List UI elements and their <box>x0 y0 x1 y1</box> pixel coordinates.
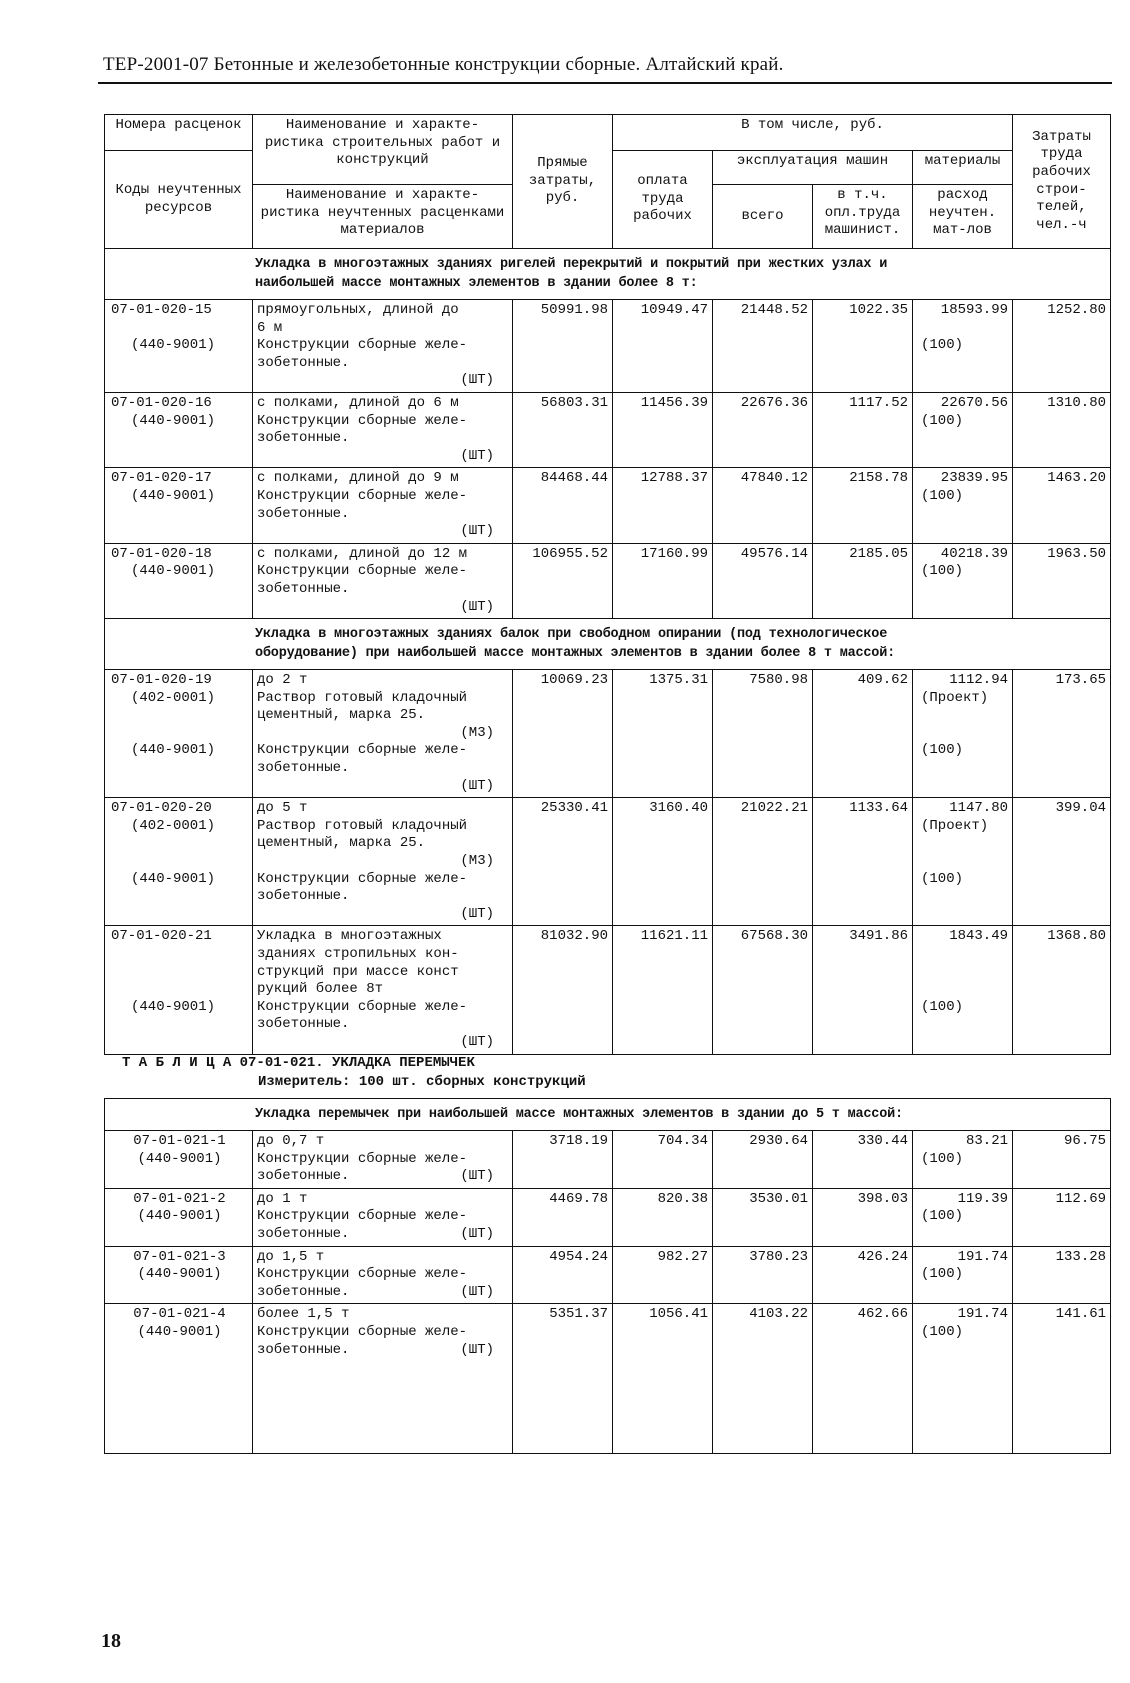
resource-unit: (ШТ) <box>460 905 494 922</box>
page-number: 18 <box>101 1630 121 1652</box>
resource-unit: (ШТ) <box>460 777 494 794</box>
rate-code-cell <box>105 1188 253 1246</box>
labor-pay: 1056.41 <box>613 1304 713 1454</box>
section-title: Укладка в многоэтажных зданиях ригелей перекрытий и покрытий при жестких узлах и наибольшей массе монтажных элементов в здании более 8 т: <box>105 249 1111 300</box>
resource-name: Конструкции сборные желе- зобетонные. <box>257 412 468 447</box>
resource-name: Конструкции сборные желе- зобетонные. <box>257 742 468 777</box>
machines-total: 22676.36 <box>713 392 813 467</box>
labor-pay: 10949.47 <box>613 300 713 393</box>
header-rule <box>98 82 1112 84</box>
machines-total: 21448.52 <box>713 300 813 393</box>
resource-code: (440-9001) <box>131 998 216 1015</box>
rate-code: 07-01-020-19 <box>111 672 212 689</box>
resource-code: (440-9001) <box>137 1150 222 1167</box>
resource-name: Конструкции сборные желе- зобетонные. <box>257 1150 468 1185</box>
resource-code: (402-0001) <box>131 817 216 834</box>
resource-consumption: (Проект) <box>921 817 989 834</box>
resource-name: Конструкции сборные желе- зобетонные. <box>257 1208 468 1242</box>
direct-cost: 4954.24 <box>513 1246 613 1304</box>
machinist-pay: 1022.35 <box>813 300 913 393</box>
labor-pay: 12788.37 <box>613 468 713 543</box>
direct-cost: 5351.37 <box>513 1304 613 1454</box>
resource-unit: (ШТ) <box>460 523 494 540</box>
machines-total: 7580.98 <box>713 670 813 798</box>
resource-name: Конструкции сборные желе- зобетонные. <box>257 563 468 597</box>
rate-code: 07-01-020-18 <box>111 545 212 562</box>
direct-cost: 106955.52 <box>513 543 613 618</box>
labor-hours: 133.28 <box>1013 1246 1111 1304</box>
machinist-pay: 409.62 <box>813 670 913 798</box>
materials-value: 83.21 <box>965 1133 1008 1149</box>
col-name-top: Наименование и характе- ристика строительных работ и конструкций <box>253 115 513 185</box>
table-row <box>105 300 1111 393</box>
table-row <box>105 392 1111 467</box>
resource-consumption: (100) <box>921 1208 964 1225</box>
materials-value: 191.74 <box>957 1306 1008 1323</box>
rate-code-cell <box>105 926 253 1054</box>
direct-cost: 50991.98 <box>513 300 613 393</box>
work-name-cell <box>253 798 513 926</box>
resource-code: (440-9001) <box>137 1208 222 1225</box>
labor-pay: 982.27 <box>613 1246 713 1304</box>
work-name-cell <box>253 468 513 543</box>
rate-code-cell <box>105 670 253 798</box>
work-name-cell <box>253 670 513 798</box>
materials-cell <box>913 670 1013 798</box>
resource-code: (440-9001) <box>131 412 216 429</box>
labor-hours: 1368.80 <box>1013 926 1111 1054</box>
work-name: более 1,5 т <box>257 1306 350 1323</box>
labor-hours: 399.04 <box>1013 798 1111 926</box>
resource-code: (402-0001) <box>131 689 216 706</box>
col-direct: Прямые затраты, руб. <box>513 115 613 249</box>
materials-value: 22670.56 <box>940 394 1009 411</box>
labor-hours: 112.69 <box>1013 1188 1111 1246</box>
rate-code-cell <box>105 798 253 926</box>
work-name: до 1,5 т <box>257 1248 325 1265</box>
resource-name: Конструкции сборные желе- зобетонные. <box>257 1266 468 1300</box>
resource-consumption: (100) <box>921 337 964 354</box>
direct-cost: 10069.23 <box>513 670 613 798</box>
materials-cell <box>913 392 1013 467</box>
resource-unit: (ШТ) <box>460 372 494 389</box>
resource-consumption: (100) <box>921 412 964 429</box>
machinist-pay: 330.44 <box>813 1131 913 1189</box>
labor-pay: 704.34 <box>613 1131 713 1189</box>
rate-code: 07-01-020-20 <box>111 800 212 817</box>
materials-cell <box>913 300 1013 393</box>
resource-consumption: (100) <box>921 742 964 759</box>
labor-pay: 11456.39 <box>613 392 713 467</box>
machines-total: 4103.22 <box>713 1304 813 1454</box>
rate-code-cell <box>105 1304 253 1454</box>
table-row <box>105 1304 1111 1454</box>
work-name-cell <box>253 392 513 467</box>
direct-cost: 56803.31 <box>513 392 613 467</box>
machines-total: 3780.23 <box>713 1246 813 1304</box>
rate-code: 07-01-020-17 <box>111 470 212 487</box>
materials-cell <box>913 1304 1013 1454</box>
machines-total: 21022.21 <box>713 798 813 926</box>
section-title: Укладка перемычек при наибольшей массе монтажных элементов в здании до 5 т массой: <box>105 1099 1111 1131</box>
col-code-top: Номера расценок <box>105 115 253 151</box>
rate-code-cell <box>105 300 253 393</box>
resource-unit: (ШТ) <box>460 598 494 615</box>
resource-code: (440-9001) <box>131 337 216 354</box>
resource-name: Конструкции сборные желе- зобетонные. <box>257 1323 468 1358</box>
work-name-cell <box>253 1131 513 1189</box>
work-name: с полками, длиной до 6 м <box>257 394 459 411</box>
labor-hours: 173.65 <box>1013 670 1111 798</box>
section-row <box>105 619 1111 670</box>
table-row <box>105 1131 1111 1189</box>
materials-value: 1843.49 <box>949 928 1009 945</box>
table-row <box>105 468 1111 543</box>
work-name-cell <box>253 1246 513 1304</box>
resource-unit: (ШТ) <box>460 1033 494 1050</box>
table-row <box>105 926 1111 1054</box>
machines-total: 2930.64 <box>713 1131 813 1189</box>
labor-pay: 11621.11 <box>613 926 713 1054</box>
machines-total: 47840.12 <box>713 468 813 543</box>
work-name: до 1 т <box>257 1190 308 1207</box>
rates-table-07-01-021 <box>104 1098 1111 1454</box>
materials-cell <box>913 926 1013 1054</box>
rate-code-cell <box>105 1131 253 1189</box>
resource-name: Конструкции сборные желе- зобетонные. <box>257 998 468 1033</box>
direct-cost: 25330.41 <box>513 798 613 926</box>
machinist-pay: 3491.86 <box>813 926 913 1054</box>
labor-hours: 1252.80 <box>1013 300 1111 393</box>
labor-pay: 820.38 <box>613 1188 713 1246</box>
resource-code: (440-9001) <box>131 487 216 504</box>
resource-consumption: (100) <box>921 1150 964 1167</box>
resource-consumption: (100) <box>921 1323 964 1340</box>
labor-hours: 1463.20 <box>1013 468 1111 543</box>
work-name: с полками, длиной до 9 м <box>257 470 459 487</box>
col-materials: материалы <box>913 151 1013 185</box>
table-body <box>105 249 1111 1055</box>
direct-cost: 3718.19 <box>513 1131 613 1189</box>
rate-code-cell <box>105 392 253 467</box>
materials-cell <box>913 1246 1013 1304</box>
page-header: ТЕР-2001-07 Бетонные и железобетонные конструкции сборные. Алтайский край. <box>103 54 784 75</box>
col-machines: эксплуатация машин <box>713 151 913 185</box>
machinist-pay: 1117.52 <box>813 392 913 467</box>
work-name: до 0,7 т <box>257 1133 325 1149</box>
resource-unit: (ШТ) <box>460 1225 494 1242</box>
col-code-bottom: Коды неучтенных ресурсов <box>105 151 253 249</box>
rate-code-cell <box>105 543 253 618</box>
resource-code: (440-9001) <box>137 1323 222 1340</box>
rate-code-cell <box>105 468 253 543</box>
labor-pay: 17160.99 <box>613 543 713 618</box>
resource-consumption: (100) <box>921 998 964 1015</box>
machines-total: 3530.01 <box>713 1188 813 1246</box>
resource-unit: (М3) <box>460 853 494 870</box>
table-title: Т А Б Л И Ц А 07-01-021. УКЛАДКА ПЕРЕМЫЧЕК <box>122 1055 475 1071</box>
work-name: до 5 т <box>257 800 308 817</box>
table-row <box>105 798 1111 926</box>
machines-total: 49576.14 <box>713 543 813 618</box>
col-machines-total: всего <box>713 185 813 249</box>
rate-code: 07-01-020-16 <box>111 394 212 411</box>
table-body <box>105 1099 1111 1454</box>
direct-cost: 4469.78 <box>513 1188 613 1246</box>
labor-pay: 1375.31 <box>613 670 713 798</box>
machinist-pay: 426.24 <box>813 1246 913 1304</box>
direct-cost: 81032.90 <box>513 926 613 1054</box>
materials-value: 1112.94 <box>949 672 1009 689</box>
col-name-bottom: Наименование и характе- ристика неучтенных расценками материалов <box>253 185 513 249</box>
col-labor-pay: оплата труда рабочих <box>613 151 713 249</box>
labor-hours: 96.75 <box>1013 1131 1111 1189</box>
work-name-cell <box>253 1304 513 1454</box>
work-name: с полками, длиной до 12 м <box>257 545 468 562</box>
machinist-pay: 1133.64 <box>813 798 913 926</box>
table-row <box>105 670 1111 798</box>
materials-value: 40218.39 <box>940 545 1009 562</box>
work-name-cell <box>253 1188 513 1246</box>
section-row <box>105 1099 1111 1131</box>
materials-cell <box>913 1188 1013 1246</box>
labor-hours: 141.61 <box>1013 1304 1111 1454</box>
materials-value: 1147.80 <box>949 800 1009 817</box>
resource-unit: (ШТ) <box>460 1168 494 1185</box>
table-row <box>105 1188 1111 1246</box>
resource-name: Раствор готовый кладочный цементный, марка 25. <box>257 817 468 852</box>
labor-pay: 3160.40 <box>613 798 713 926</box>
work-name: Укладка в многоэтажных зданиях стропильных кон- струкций при массе конст рукций более 8т <box>257 928 459 998</box>
materials-cell <box>913 1131 1013 1189</box>
resource-consumption: (100) <box>921 1266 964 1283</box>
col-labor-cost: Затраты труда рабочих строи- телей, чел.-ч <box>1013 115 1111 249</box>
resource-unit: (ШТ) <box>460 1341 494 1358</box>
resource-name: Конструкции сборные желе- зобетонные. <box>257 487 468 522</box>
resource-consumption: (100) <box>921 487 964 504</box>
direct-cost: 84468.44 <box>513 468 613 543</box>
materials-value: 23839.95 <box>940 470 1009 487</box>
section-title: Укладка в многоэтажных зданиях балок при свободном опирании (под технологическое оборудование) при наибольшей массе монтажных элементов в здании более 8 т массой: <box>105 619 1111 670</box>
resource-consumption: (100) <box>921 870 964 887</box>
resource-code: (440-9001) <box>131 870 216 887</box>
resource-code: (440-9001) <box>137 1266 222 1283</box>
resource-name: Конструкции сборные желе- зобетонные. <box>257 870 468 905</box>
labor-hours: 1310.80 <box>1013 392 1111 467</box>
materials-value: 191.74 <box>957 1248 1008 1265</box>
rate-code: 07-01-021-4 <box>133 1306 226 1323</box>
work-name: до 2 т <box>257 672 308 689</box>
rate-code: 07-01-021-2 <box>133 1190 226 1207</box>
resource-name: Раствор готовый кладочный цементный, марка 25. <box>257 689 468 724</box>
table-measure: Измеритель: 100 шт. сборных конструкций <box>258 1074 586 1090</box>
work-name: прямоугольных, длиной до 6 м <box>257 302 459 336</box>
resource-unit: (ШТ) <box>460 1283 494 1300</box>
work-name-cell <box>253 543 513 618</box>
resource-code: (440-9001) <box>131 563 216 580</box>
resource-consumption: (Проект) <box>921 689 989 706</box>
machinist-pay: 462.66 <box>813 1304 913 1454</box>
table-row <box>105 1246 1111 1304</box>
rate-code: 07-01-020-21 <box>111 928 212 945</box>
work-name-cell <box>253 300 513 393</box>
machines-total: 67568.30 <box>713 926 813 1054</box>
machinist-pay: 2185.05 <box>813 543 913 618</box>
table-row <box>105 543 1111 618</box>
rates-table-07-01-020 <box>104 114 1111 1055</box>
resource-consumption: (100) <box>921 563 964 580</box>
rate-code: 07-01-021-1 <box>133 1133 226 1149</box>
rate-code-cell <box>105 1246 253 1304</box>
materials-cell <box>913 543 1013 618</box>
resource-name: Конструкции сборные желе- зобетонные. <box>257 337 468 371</box>
work-name-cell <box>253 926 513 1054</box>
section-row <box>105 249 1111 300</box>
materials-value: 119.39 <box>957 1190 1008 1207</box>
materials-cell <box>913 468 1013 543</box>
col-mat-consumption: расход неучтен. мат-лов <box>913 185 1013 249</box>
resource-unit: (ШТ) <box>460 447 494 464</box>
col-including: В том числе, руб. <box>613 115 1013 151</box>
materials-value: 18593.99 <box>940 302 1009 318</box>
rate-code: 07-01-020-15 <box>111 302 212 318</box>
machinist-pay: 2158.78 <box>813 468 913 543</box>
machinist-pay: 398.03 <box>813 1188 913 1246</box>
resource-code: (440-9001) <box>131 742 216 759</box>
materials-cell <box>913 798 1013 926</box>
resource-unit: (М3) <box>460 724 494 741</box>
col-machinist-pay: в т.ч. опл.труда машинист. <box>813 185 913 249</box>
rate-code: 07-01-021-3 <box>133 1248 226 1265</box>
labor-hours: 1963.50 <box>1013 543 1111 618</box>
